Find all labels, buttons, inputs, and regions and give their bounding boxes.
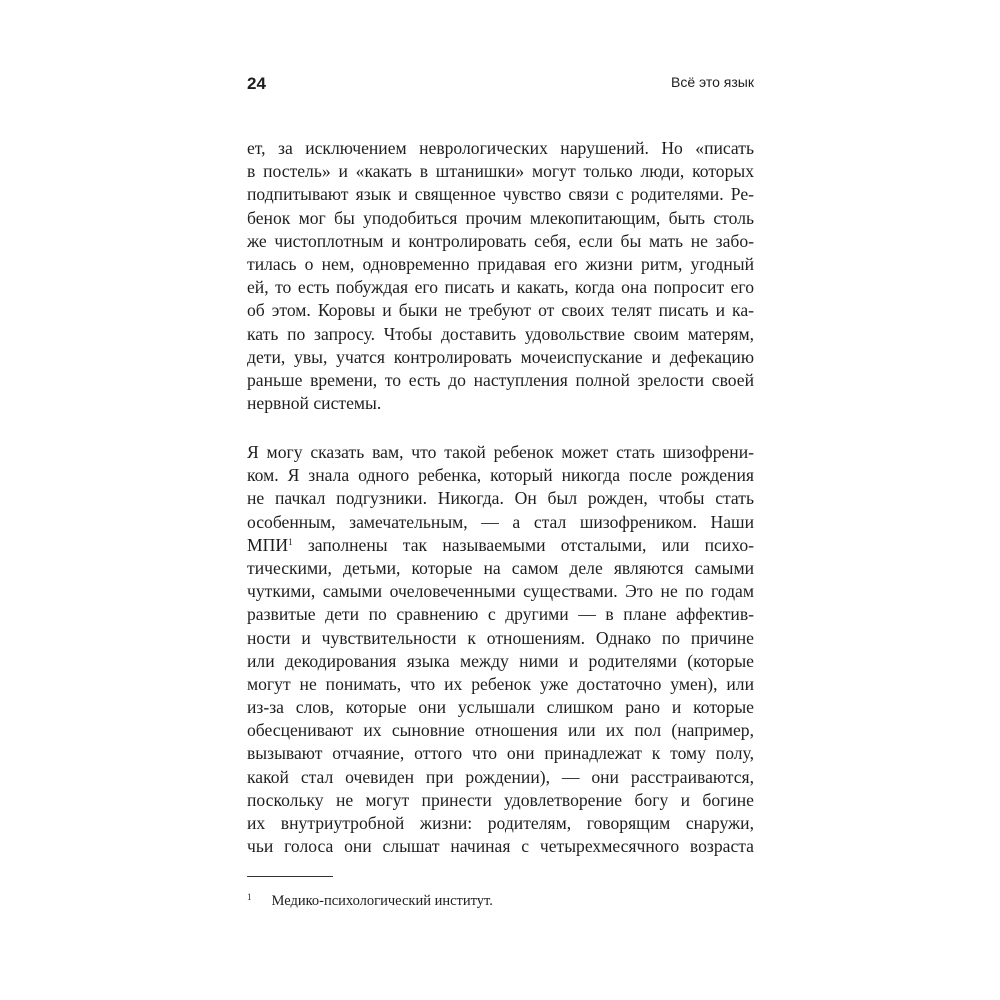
text-line: кать по запросу. Чтобы доставить удовольствие своим матерям,	[247, 323, 754, 344]
text-line: ности и чувствительности к отношениям. Однако по причине	[247, 627, 754, 648]
text-line: дети, увы, учатся контролировать мочеиспускание и дефекацию	[247, 346, 754, 367]
text-line: особенным, замечательным, — а стал шизофреником. Наши	[247, 511, 754, 532]
text-line: об этом. Коровы и быки не требуют от своих телят писать и ка-	[247, 300, 754, 321]
text-line: подпитывают язык и священное чувство связи с родителями. Ре-	[247, 184, 754, 205]
footnote-reference: 1	[288, 536, 293, 547]
text-line: чуткими, самыми очеловеченными существами. Это не по годам	[247, 581, 754, 602]
paragraph-2	[247, 441, 754, 858]
text-line-remainder: заполнены так называемыми отсталыми, или психо-	[292, 534, 754, 555]
text-line-with-footnote-ref	[247, 534, 754, 557]
text-line: или декодирования языка между ними и родителями (которые	[247, 650, 754, 671]
text-line: обесценивают их сыновние отношения или их пол (например,	[247, 720, 754, 741]
text-line: в постель» и «какать в штанишки» могут только люди, которых	[247, 161, 754, 182]
abbreviation-mpi: МПИ	[247, 534, 289, 555]
text-line: бенок мог бы уподобиться прочим млекопитающим, быть столь	[247, 207, 754, 228]
footnote	[247, 887, 754, 911]
text-line: могут не понимать, что их ребенок уже достаточно умен), или	[247, 673, 754, 694]
page-number: 24	[247, 74, 266, 93]
paragraph-1	[247, 137, 754, 415]
text-line: вызывают отчаяние, оттого что они принадлежат к тому полу,	[247, 743, 754, 764]
text-line: тилась о нем, одновременно придавая его жизни ритм, угодный	[247, 253, 754, 274]
text-line: поскольку не могут принести удовлетворение богу и богине	[247, 789, 754, 810]
text-line: развитые дети по сравнению с другими — в плане аффектив-	[247, 604, 754, 625]
text-line: раньше времени, то есть до наступления полной зрелости своей	[247, 369, 754, 390]
text-line: ей, то есть побуждая его писать и какать, когда она попросит его	[247, 277, 754, 298]
text-line: ет, за исключением неврологических нарушений. Но «писать	[247, 138, 754, 158]
text-line: ком. Я знала одного ребенка, который никогда после рождения	[247, 465, 754, 486]
text-line: их внутриутробной жизни: родителям, говорящим снаружи,	[247, 813, 754, 833]
footnote-text: Медико-психологический институт.	[271, 893, 493, 909]
text-line: чьи голоса они слышат начиная с четырехмесячного возраста	[247, 836, 754, 857]
text-line: какой стал очевиден при рождении), — они расстраиваются,	[247, 766, 754, 787]
text-line: не пачкал подгузники. Никогда. Он был рожден, чтобы стать	[247, 488, 754, 509]
text-line: нервной системы.	[247, 393, 382, 414]
text-line: Я могу сказать вам, что такой ребенок может стать шизофрени-	[247, 442, 754, 462]
text-line: тическими, детьми, которые на самом деле являются самыми	[247, 557, 754, 578]
text-line: же чистоплотным и контролировать себя, если бы мать не забо-	[247, 230, 754, 251]
text-line: из-за слов, которые они услышали слишком рано и которые	[247, 697, 754, 718]
footnote-divider	[247, 876, 333, 877]
footnote-marker: 1	[247, 892, 252, 902]
running-title: Всё это язык	[671, 74, 754, 90]
